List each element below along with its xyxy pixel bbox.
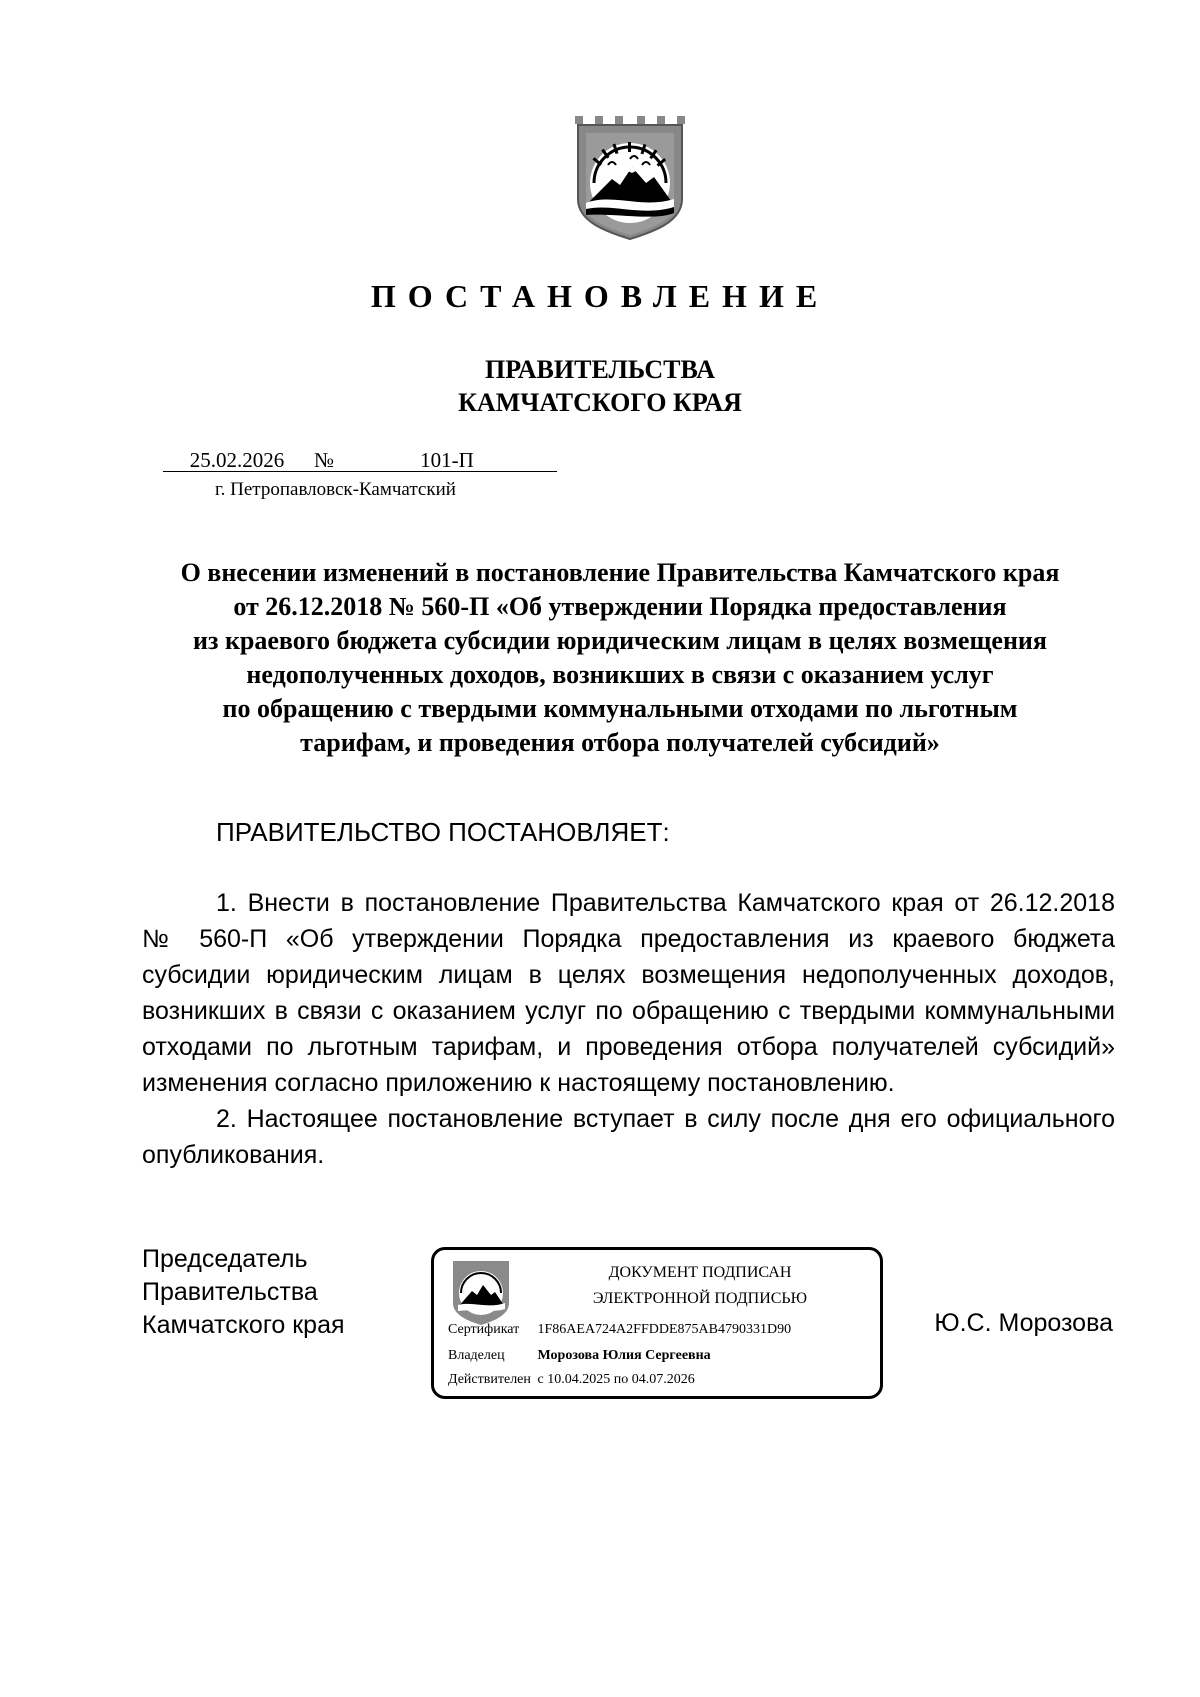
document-kind-heading: ПОСТАНОВЛЕНИЕ [370,278,830,314]
title-line: О внесении изменений в постановление Правительства Камчатского края [180,558,1060,587]
signatory-position-line-3: Камчатского края [142,1311,345,1339]
document-body [142,885,1115,1173]
stamp-emblem-icon [450,1257,512,1327]
signatory-position-line-1: Председатель [142,1245,308,1273]
owner-label: Владелец [448,1348,505,1363]
stamp-heading-line-1: ДОКУМЕНТ ПОДПИСАН [608,1264,792,1281]
valid-to-date: 04.07.2026 [631,1372,695,1387]
date-number-line [163,448,557,473]
valid-label: Действителен [448,1372,531,1387]
number-label: № [311,449,337,472]
electronic-signature-stamp [431,1247,883,1399]
document-date: 25.02.2026 [163,449,311,472]
paragraph-2: 2. Настоящее постановление вступает в силу после дня его официального опубликования. [142,1105,1115,1169]
signatory-position [142,1243,345,1342]
valid-from-label: с [537,1372,544,1387]
document-title [140,556,1100,760]
stamp-validity-row [448,1372,695,1388]
paragraph-1: 1. Внести в постановление Правительства Камчатского края от 26.12.2018 № 560-П «Об утверждении Порядка предоставления из краевого бюджета субсидии юридическим лицам в целях возмещения недополученных доходов, возникших в связи с оказанием услуг по обращению с твердыми коммунальными отходами по льготным тарифам, и проведения отбора получателей субсидий» изменения согласно приложению к настоящему постановлению. [142,889,1115,1097]
owner-value: Морозова Юлия Сергеевна [537,1348,711,1363]
valid-from-date: 10.04.2025 [547,1372,611,1387]
title-line: из краевого бюджета субсидии юридическим лицам в целях возмещения [193,626,1047,655]
document-number: 101-П [337,449,557,472]
signatory-position-line-2: Правительства [142,1278,318,1306]
decree-phrase: ПРАВИТЕЛЬСТВО ПОСТАНОВЛЯЕТ: [216,817,670,847]
certificate-label: Сертификат [448,1322,520,1337]
title-line: по обращению с твердыми коммунальными отходами по льготным [222,694,1018,723]
issuer-line-1: ПРАВИТЕЛЬСТВА [485,355,715,384]
stamp-owner-row [448,1348,711,1364]
stamp-heading-line-2: ЭЛЕКТРОННОЙ ПОДПИСЬЮ [592,1290,808,1307]
title-line: от 26.12.2018 № 560-П «Об утверждении Порядка предоставления [233,592,1007,621]
valid-to-label: по [613,1372,629,1387]
stamp-heading [530,1260,870,1312]
certificate-value: 1F86AEA724A2FFDDE875AB4790331D90 [537,1322,792,1337]
title-line: тарифам, и проведения отбора получателей субсидий» [300,728,940,757]
coat-of-arms-emblem [572,113,688,241]
city-of-issue: г. Петропавловск-Камчатский [215,479,456,500]
issuer-heading [0,353,1200,419]
title-line: недополученных доходов, возникших в связи с оказанием услуг [246,660,994,689]
stamp-certificate-row [448,1322,791,1338]
signatory-name: Ю.С. Морозова [934,1309,1113,1337]
issuer-line-2: КАМЧАТСКОГО КРАЯ [458,388,742,417]
